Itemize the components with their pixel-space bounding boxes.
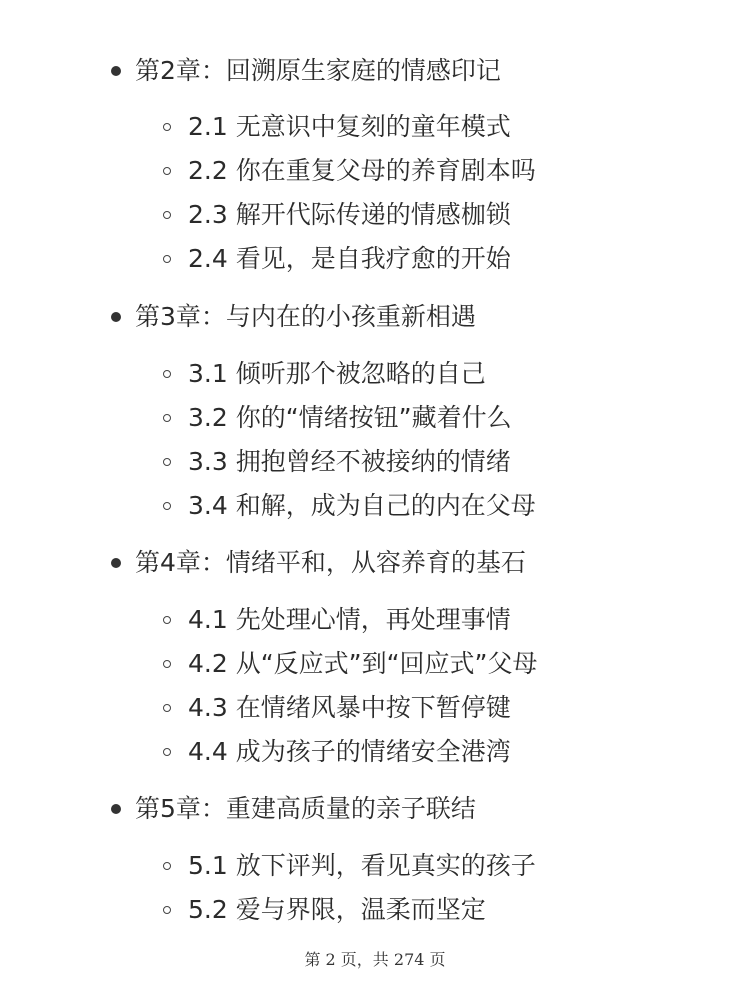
bullet-circle-icon — [163, 414, 171, 422]
section-title: 4.1 先处理心情，再处理事情 — [188, 605, 511, 634]
chapter-title: 第5章：重建高质量的亲子联结 — [135, 794, 476, 823]
chapter-title: 第4章：情绪平和，从容养育的基石 — [135, 548, 526, 577]
section-title: 3.2 你的“情绪按钮”藏着什么 — [188, 403, 512, 432]
page-number-footer: 第 2 页，共 274 页 — [304, 950, 446, 969]
section-title: 2.2 你在重复父母的养育剧本吗 — [188, 156, 536, 185]
section-title: 4.3 在情绪风暴中按下暂停键 — [188, 693, 511, 722]
bullet-circle-icon — [163, 616, 171, 624]
bullet-dot-icon — [111, 66, 121, 76]
bullet-circle-icon — [163, 748, 171, 756]
section-title: 3.3 拥抱曾经不被接纳的情绪 — [188, 447, 511, 476]
section-title: 4.2 从“反应式”到“回应式”父母 — [188, 649, 538, 678]
bullet-circle-icon — [163, 862, 171, 870]
section-title: 3.4 和解，成为自己的内在父母 — [188, 491, 536, 520]
bullet-circle-icon — [163, 370, 171, 378]
bullet-circle-icon — [163, 906, 171, 914]
bullet-dot-icon — [111, 558, 121, 568]
section-title: 3.1 倾听那个被忽略的自己 — [188, 359, 486, 388]
bullet-dot-icon — [111, 312, 121, 322]
section-title: 2.4 看见，是自我疗愈的开始 — [188, 244, 511, 273]
bullet-circle-icon — [163, 458, 171, 466]
section-title: 2.3 解开代际传递的情感枷锁 — [188, 200, 511, 229]
section-title: 2.1 无意识中复刻的童年模式 — [188, 112, 511, 141]
section-title: 5.1 放下评判，看见真实的孩子 — [188, 851, 536, 880]
chapter-title: 第3章：与内在的小孩重新相遇 — [135, 302, 476, 331]
bullet-circle-icon — [163, 211, 171, 219]
bullet-circle-icon — [163, 502, 171, 510]
bullet-dot-icon — [111, 804, 121, 814]
bullet-circle-icon — [163, 123, 171, 131]
bullet-circle-icon — [163, 660, 171, 668]
bullet-circle-icon — [163, 255, 171, 263]
bullet-circle-icon — [163, 167, 171, 175]
bullet-circle-icon — [163, 704, 171, 712]
section-title: 4.4 成为孩子的情绪安全港湾 — [188, 737, 511, 766]
section-title: 5.2 爱与界限，温柔而坚定 — [188, 895, 486, 924]
chapter-title: 第2章：回溯原生家庭的情感印记 — [135, 56, 501, 85]
